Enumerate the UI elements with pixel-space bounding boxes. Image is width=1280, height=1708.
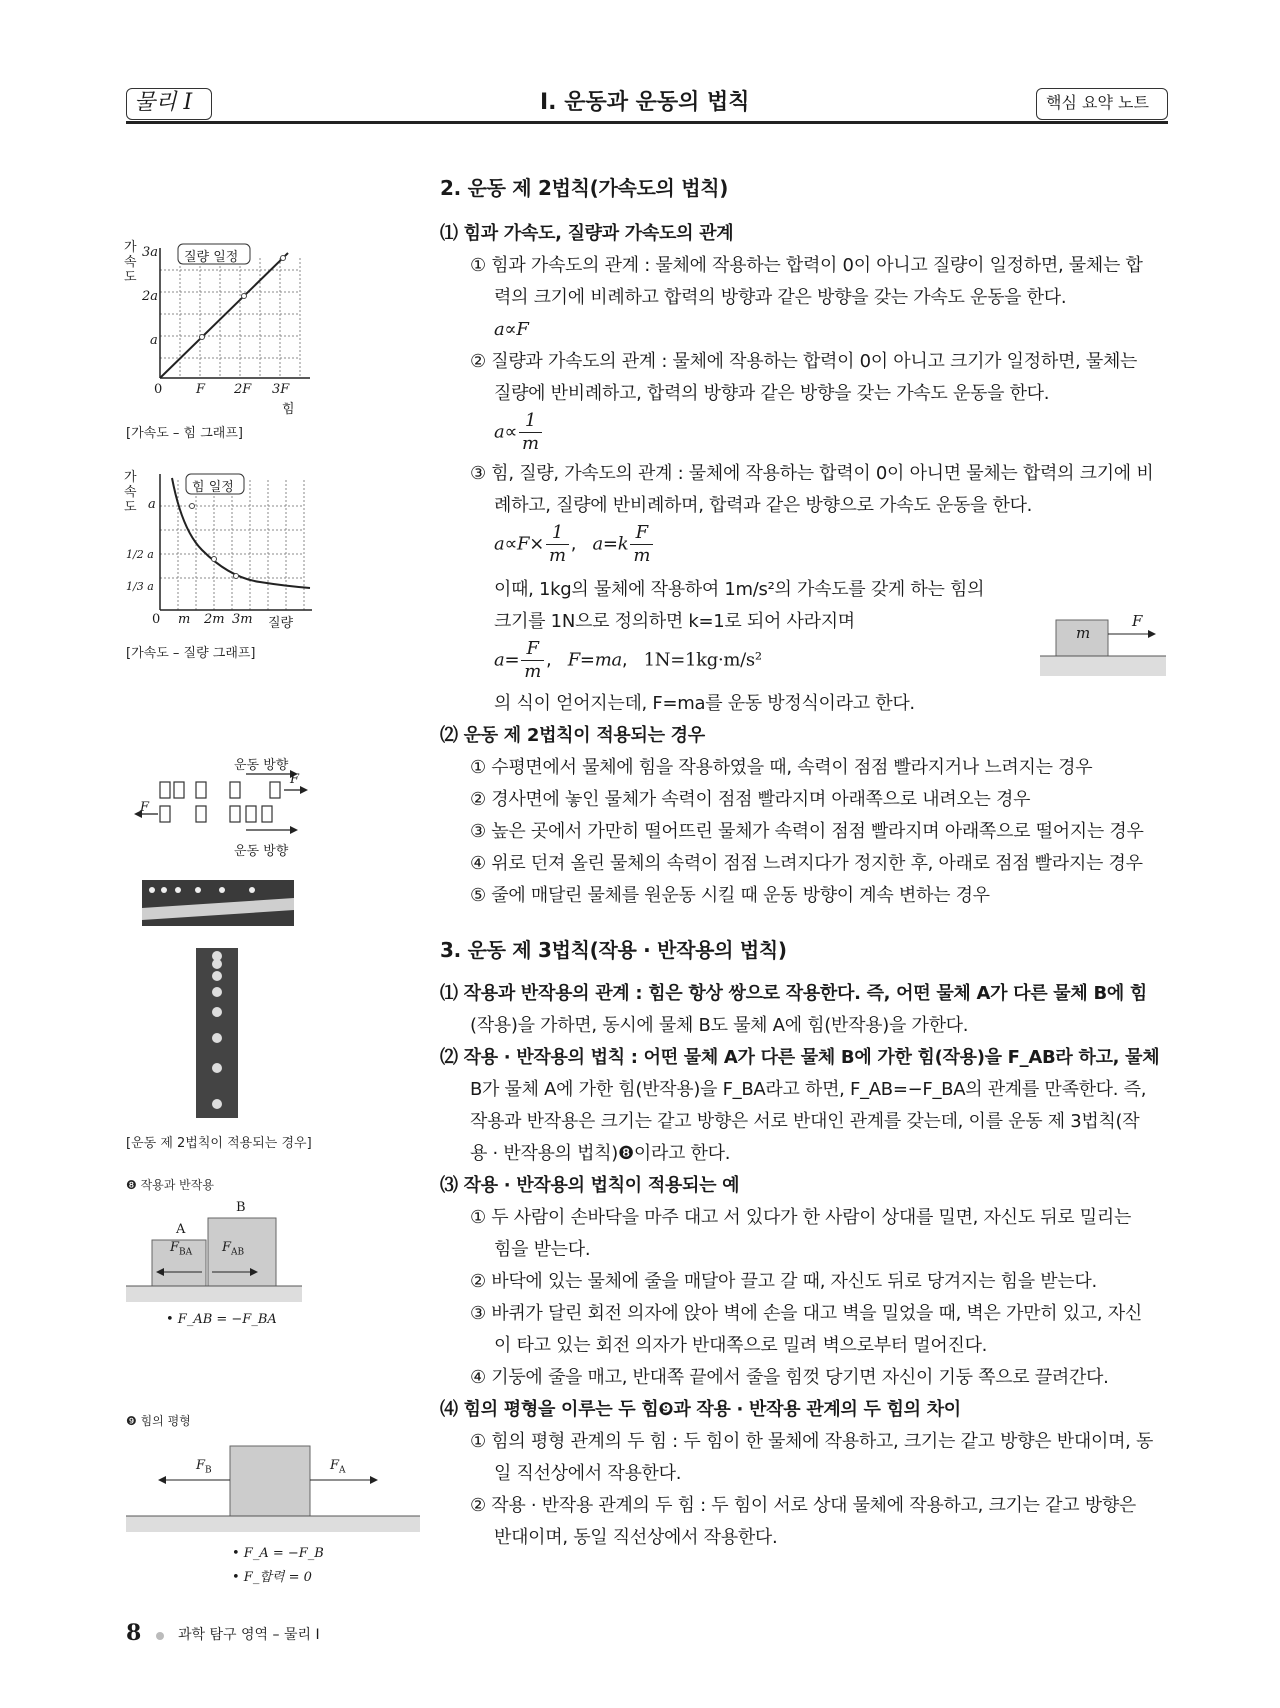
s2-1-2b: 질량에 반비례하고, 합력의 방향과 같은 방향을 갖는 가속도 운동을 한다. bbox=[494, 383, 1050, 404]
graph2-xtick-3m: 3m bbox=[232, 612, 253, 627]
note9-fb: $F_B$ bbox=[196, 1458, 212, 1476]
section-2-title: 2. 운동 제 2법칙(가속도의 법칙) bbox=[440, 176, 729, 200]
chapter-title: Ⅰ. 운동과 운동의 법칙 bbox=[540, 90, 750, 115]
s2-2-item-5: ⑤ 줄에 매달린 물체를 원운동 시킬 때 운동 방향이 계속 변하는 경우 bbox=[470, 885, 990, 906]
section-3-title: 3. 운동 제 3법칙(작용 · 반작용의 법칙) bbox=[440, 938, 787, 962]
s3-2d: 용 · 반작용의 법칙)❽이라고 한다. bbox=[470, 1143, 731, 1164]
force-balance-diagram bbox=[126, 1440, 420, 1532]
s3-1a: ⑴ 작용과 반작용의 관계 : 힘은 항상 쌍으로 작용한다. 즉, 어떤 물체 A가 다른 물체 B에 힘 bbox=[440, 983, 1148, 1004]
s2-2-item-1: ① 수평면에서 물체에 힘을 작용하였을 때, 속력이 점점 빨라지거나 느려지는 경우 bbox=[470, 757, 1093, 778]
s2-1-heading: ⑴ 힘과 가속도, 질량과 가속도의 관계 bbox=[440, 223, 734, 244]
graph1-caption: [가속도 – 힘 그래프] bbox=[126, 426, 243, 441]
s3-1b: (작용)을 가하면, 동시에 물체 B도 물체 A에 힘(반작용)을 가한다. bbox=[470, 1015, 969, 1036]
graph1-y-label: 가속도 bbox=[124, 240, 137, 285]
s2-2-item-2: ② 경사면에 놓인 물체가 속력이 점점 빨라지며 아래쪽으로 내려오는 경우 bbox=[470, 789, 1031, 810]
s2-1-3-formula2: a= $\frac{F}{m}$ , F=ma, 1N=1kg·m/s² bbox=[494, 638, 762, 682]
s3-3-1a: ① 두 사람이 손바닥을 마주 대고 서 있다가 한 사람이 상대를 밀면, 자신도 뒤로 밀리는 bbox=[470, 1207, 1132, 1228]
note8-label-b: B bbox=[236, 1200, 246, 1215]
note8-fab: $F_{AB}$ bbox=[222, 1240, 245, 1258]
graph1-x-label: 힘 bbox=[282, 402, 295, 417]
s3-3-3a: ③ 바퀴가 달린 회전 의자에 앉아 벽에 손을 대고 벽을 밀었을 때, 벽은 가만히 있고, 자신 bbox=[470, 1303, 1142, 1324]
accel-force-graph bbox=[120, 238, 320, 418]
s2-1-2-formula: a∝ $\frac{1}{m}$ bbox=[440, 410, 1168, 458]
note9-formula1: • F_A = −F_B bbox=[232, 1546, 324, 1561]
s2-1-1b: 력의 크기에 비례하고 합력의 방향과 같은 방향을 갖는 가속도 운동을 한다. bbox=[494, 287, 1067, 308]
s2-1-3c: 이때, 1kg의 물체에 작용하여 1m/s²의 가속도를 갖게 하는 힘의 bbox=[494, 579, 985, 600]
box-force-label: F bbox=[1132, 612, 1143, 630]
s3-3-1b: 힘을 받는다. bbox=[494, 1239, 591, 1260]
graph1-xtick-2F: 2F bbox=[234, 382, 252, 397]
graph1-xtick-0: 0 bbox=[154, 382, 163, 397]
s2-1-3a: ③ 힘, 질량, 가속도의 관계 : 물체에 작용하는 합력이 0이 아니면 물체는 합력의 크기에 비 bbox=[470, 463, 1154, 484]
note8-fba: $F_{BA}$ bbox=[170, 1240, 193, 1258]
graph2-xtick-0: 0 bbox=[152, 612, 161, 627]
s3-4-2a: ② 작용 · 반작용 관계의 두 힘 : 두 힘이 서로 상대 물체에 작용하고, 크기는 같고 방향은 bbox=[470, 1495, 1137, 1516]
freefall-photo bbox=[196, 948, 238, 1118]
note9-fa: $F_A$ bbox=[330, 1458, 346, 1476]
s2-1-2a: ② 질량과 가속도의 관계 : 물체에 작용하는 합력이 0이 아니고 크기가 일정하면, 물체는 bbox=[470, 351, 1138, 372]
subject-label: 물리 Ⅰ bbox=[134, 90, 193, 115]
note8-title: ❽ 작용과 반작용 bbox=[126, 1178, 214, 1192]
graph2-x-label: 질량 bbox=[268, 616, 294, 631]
footer-dot bbox=[156, 1632, 164, 1640]
s2-2-item-3: ③ 높은 곳에서 가만히 떨어뜨린 물체가 속력이 점점 빨라지며 아래쪽으로 떨어지는 경우 bbox=[470, 821, 1144, 842]
action-reaction-diagram bbox=[126, 1214, 302, 1304]
note9-title: ❾ 힘의 평형 bbox=[126, 1414, 191, 1428]
motion-caption: [운동 제 2법칙이 적용되는 경우] bbox=[126, 1136, 312, 1151]
note8-formula: • F_AB = −F_BA bbox=[166, 1312, 277, 1327]
graph1-xtick-F: F bbox=[196, 382, 206, 397]
graph1-ytick-3a: 3a bbox=[142, 245, 159, 260]
s3-4-2b: 반대이며, 동일 직선상에서 작용한다. bbox=[494, 1527, 778, 1548]
graph2-xtick-2m: 2m bbox=[204, 612, 225, 627]
graph2-ytick-third: 1/3 a bbox=[126, 580, 154, 593]
s2-1-3d: 크기를 1N으로 정의하면 k=1로 되어 사라지며 bbox=[494, 611, 855, 632]
graph1-ytick-a: a bbox=[150, 333, 158, 348]
s2-1-1a: ① 힘과 가속도의 관계 : 물체에 작용하는 합력이 0이 아니고 질량이 일정하면, 물체는 합 bbox=[470, 255, 1143, 276]
s3-4-heading: ⑷ 힘의 평형을 이루는 두 힘❾과 작용 · 반작용 관계의 두 힘의 차이 bbox=[440, 1399, 961, 1420]
header-rule bbox=[126, 121, 1168, 124]
note-label: 핵심 요약 노트 bbox=[1046, 93, 1149, 112]
s3-3-heading: ⑶ 작용 · 반작용의 법칙이 적용되는 예 bbox=[440, 1175, 740, 1196]
s2-1-1-formula: a∝F bbox=[494, 319, 529, 340]
graph2-ytick-a: a bbox=[148, 497, 156, 512]
graph2-ytick-half: 1/2 a bbox=[126, 548, 154, 561]
note9-formula2: • F_합력 = 0 bbox=[232, 1570, 312, 1585]
s2-1-3b: 례하고, 질량에 반비례하며, 합력과 같은 방향으로 가속도 운동을 한다. bbox=[494, 495, 1033, 516]
motion-bottom-label: 운동 방향 bbox=[234, 844, 289, 859]
s2-2-heading: ⑵ 운동 제 2법칙이 적용되는 경우 bbox=[440, 725, 705, 746]
graph1-xtick-3F: 3F bbox=[272, 382, 290, 397]
s3-3-3b: 이 타고 있는 회전 의자가 반대쪽으로 밀려 벽으로부터 멀어진다. bbox=[494, 1335, 988, 1356]
s2-2-item-4: ④ 위로 던져 올린 물체의 속력이 점점 느려지다가 정지한 후, 아래로 점점 빨라지는 경우 bbox=[470, 853, 1143, 874]
motion-top-label: 운동 방향 bbox=[234, 758, 289, 773]
s3-4-1a: ① 힘의 평형 관계의 두 힘 : 두 힘이 한 물체에 작용하고, 크기는 같고 방향은 반대이며, 동 bbox=[470, 1431, 1154, 1452]
note8-label-a: A bbox=[176, 1222, 186, 1237]
s3-3-4: ④ 기둥에 줄을 매고, 반대쪽 끝에서 줄을 힘껏 당기면 자신이 기둥 쪽으로 끌려간다. bbox=[470, 1367, 1109, 1388]
page-number: 8 bbox=[126, 1620, 142, 1646]
s3-2a: ⑵ 작용 · 반작용의 법칙 : 어떤 물체 A가 다른 물체 B에 가한 힘(작용)을 F_AB라 하고, 물체 bbox=[440, 1047, 1160, 1068]
s3-2c: 작용과 반작용은 크기는 같고 방향은 서로 반대인 관계를 갖는데, 이를 운동 제 3법칙(작 bbox=[470, 1111, 1140, 1132]
motion-force-bottom: F bbox=[140, 800, 150, 815]
s2-1-3-formula: a∝F× $\frac{1}{m}$ , a=k $\frac{F}{m}$ bbox=[440, 522, 1168, 574]
s3-2b: B가 물체 A에 가한 힘(반작용)을 F_BA라고 하면, F_AB=−F_BA의 관계를 만족한다. 즉, bbox=[470, 1079, 1147, 1100]
graph1-ytick-2a: 2a bbox=[142, 289, 159, 304]
graph2-y-label: 가속도 bbox=[124, 470, 137, 515]
incline-photo bbox=[142, 880, 294, 926]
mass-force-diagram bbox=[1040, 612, 1166, 678]
box-mass-label: m bbox=[1076, 624, 1091, 642]
s2-1-3f: 의 식이 얻어지는데, F=ma를 운동 방정식이라고 한다. bbox=[494, 693, 915, 714]
graph2-caption: [가속도 – 질량 그래프] bbox=[126, 646, 256, 661]
motion-force-top: F bbox=[290, 772, 300, 787]
graph2-tag: 힘 일정 bbox=[192, 480, 234, 495]
footer-text: 과학 탐구 영역 – 물리 Ⅰ bbox=[178, 1627, 320, 1643]
main-content bbox=[440, 172, 1168, 1554]
s3-4-1b: 일 직선상에서 작용한다. bbox=[494, 1463, 682, 1484]
s3-3-2: ② 바닥에 있는 물체에 줄을 매달아 끌고 갈 때, 자신도 뒤로 당겨지는 힘을 받는다. bbox=[470, 1271, 1097, 1292]
graph1-tag: 질량 일정 bbox=[184, 250, 239, 265]
graph2-xtick-m: m bbox=[178, 612, 191, 627]
